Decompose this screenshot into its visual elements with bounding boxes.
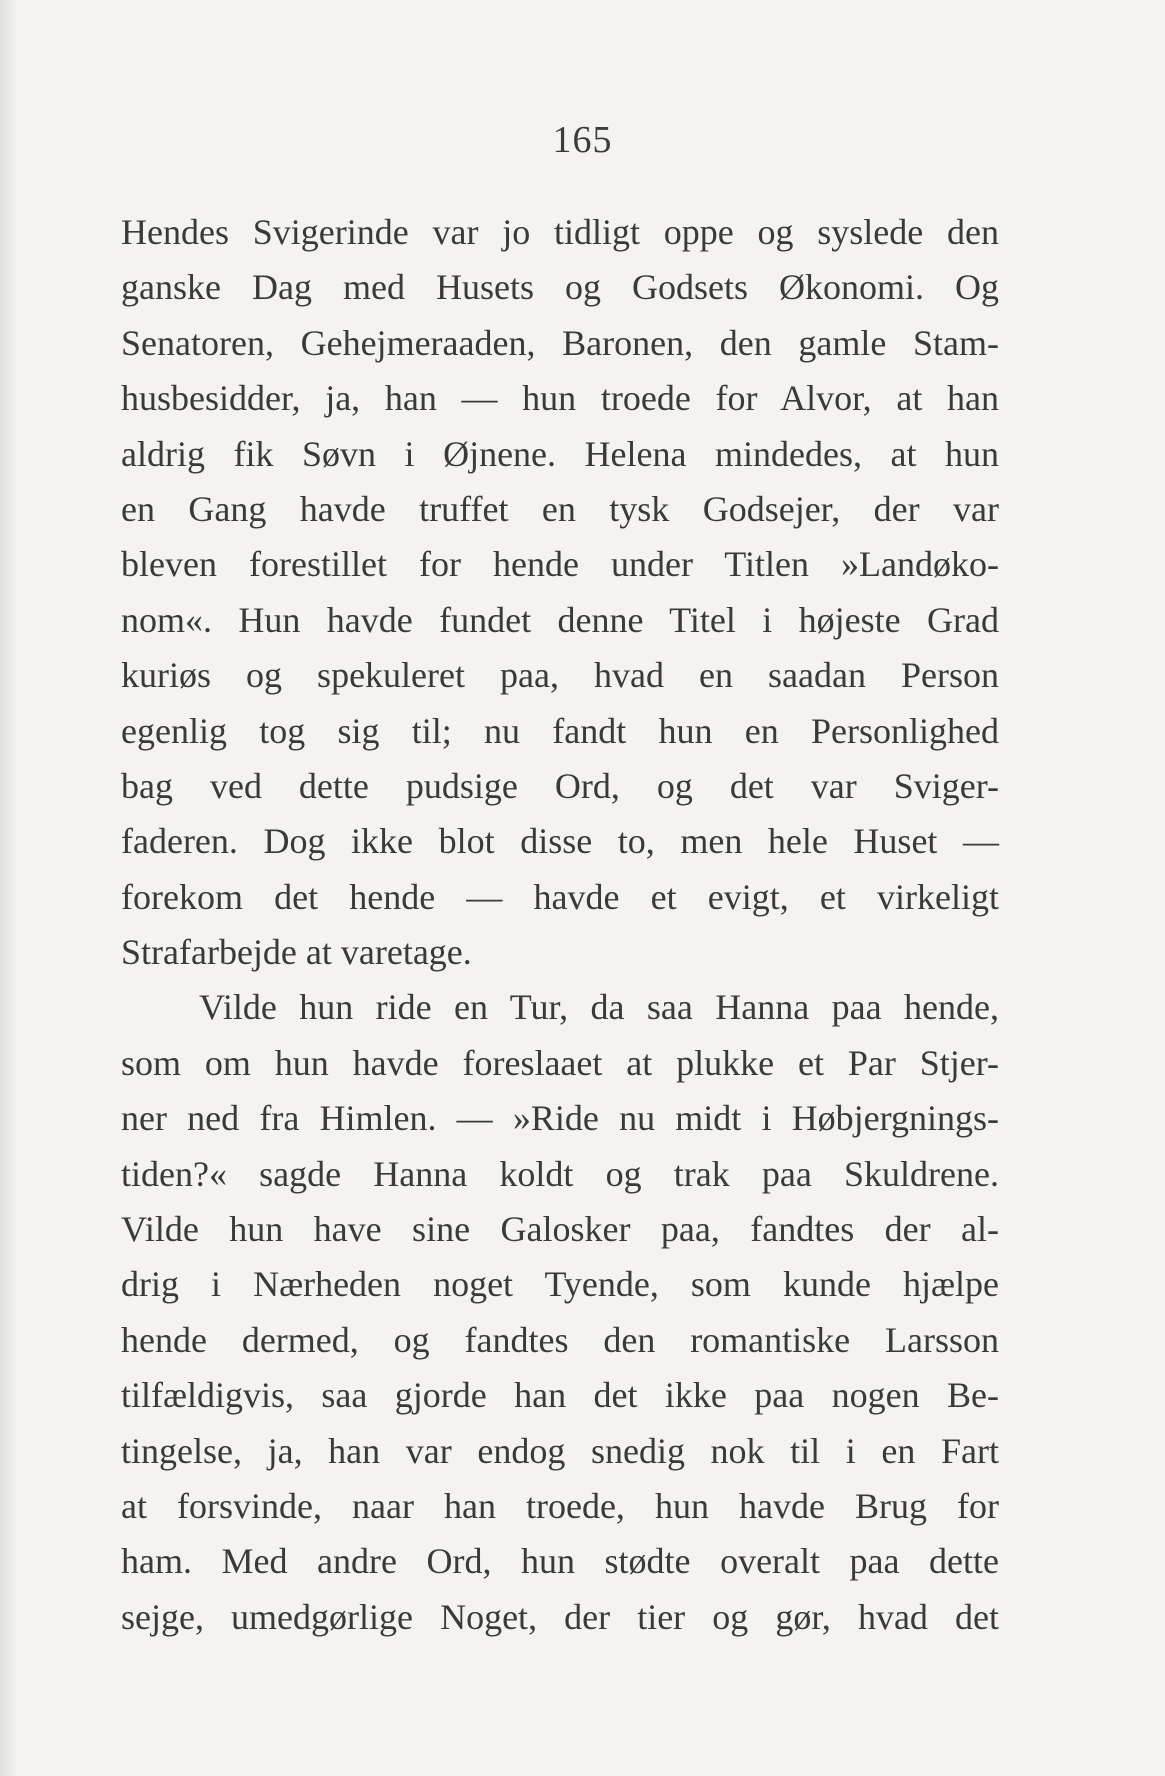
text-line: Vilde hun have sine Galosker paa, fandtes der al- — [121, 1209, 999, 1250]
text-line: faderen. Dog ikke blot disse to, men hele Huset — — [121, 821, 999, 862]
page-edge — [0, 0, 18, 1776]
text-line: tingelse, ja, han var endog snedig nok til i en Fart — [121, 1430, 999, 1471]
text-line: kuriøs og spekuleret paa, hvad en saadan Person — [121, 655, 999, 696]
text-line: bag ved dette pudsige Ord, og det var Sviger- — [121, 765, 999, 806]
text-line: bleven forestillet for hende under Titlen »Landøko- — [121, 544, 999, 585]
text-line: Vilde hun ride en Tur, da saa Hanna paa hende, — [199, 987, 999, 1028]
text-line: at forsvinde, naar han troede, hun havde Brug for — [121, 1485, 999, 1526]
text-line: en Gang havde truffet en tysk Godsejer, der var — [121, 488, 999, 529]
text-line: ham. Med andre Ord, hun stødte overalt paa dette — [121, 1541, 999, 1582]
text-line: ner ned fra Himlen. — »Ride nu midt i Høbjergnings- — [121, 1098, 999, 1139]
text-line: forekom det hende — havde et evigt, et virkeligt — [121, 876, 999, 917]
text-line: nom«. Hun havde fundet denne Titel i højeste Grad — [121, 599, 999, 640]
text-line: Hendes Svigerinde var jo tidligt oppe og syslede den — [121, 212, 999, 252]
text-line: ganske Dag med Husets og Godsets Økonomi. Og — [121, 267, 999, 308]
text-line: hende dermed, og fandtes den romantiske Larsson — [121, 1319, 999, 1360]
text-line: drig i Nærheden noget Tyende, som kunde hjælpe — [121, 1264, 999, 1305]
text-line: Strafarbejde at varetage. — [121, 932, 472, 973]
text-line: husbesidder, ja, han — hun troede for Alvor, at han — [121, 378, 999, 419]
body-text — [121, 205, 999, 1645]
page-number: 165 — [552, 119, 613, 161]
text-line: tiden?« sagde Hanna koldt og trak paa Skuldrene. — [121, 1153, 999, 1194]
text-line: egenlig tog sig til; nu fandt hun en Personlighed — [121, 710, 999, 751]
text-line: aldrig fik Søvn i Øjnene. Helena mindedes, at hun — [121, 433, 999, 474]
text-line: Senatoren, Gehejmeraaden, Baronen, den gamle Stam- — [121, 322, 999, 363]
text-line: som om hun havde foreslaaet at plukke et Par Stjer- — [121, 1042, 999, 1083]
text-line: tilfældigvis, saa gjorde han det ikke paa nogen Be- — [121, 1375, 999, 1416]
text-line: sejge, umedgørlige Noget, der tier og gør, hvad det — [121, 1596, 999, 1637]
